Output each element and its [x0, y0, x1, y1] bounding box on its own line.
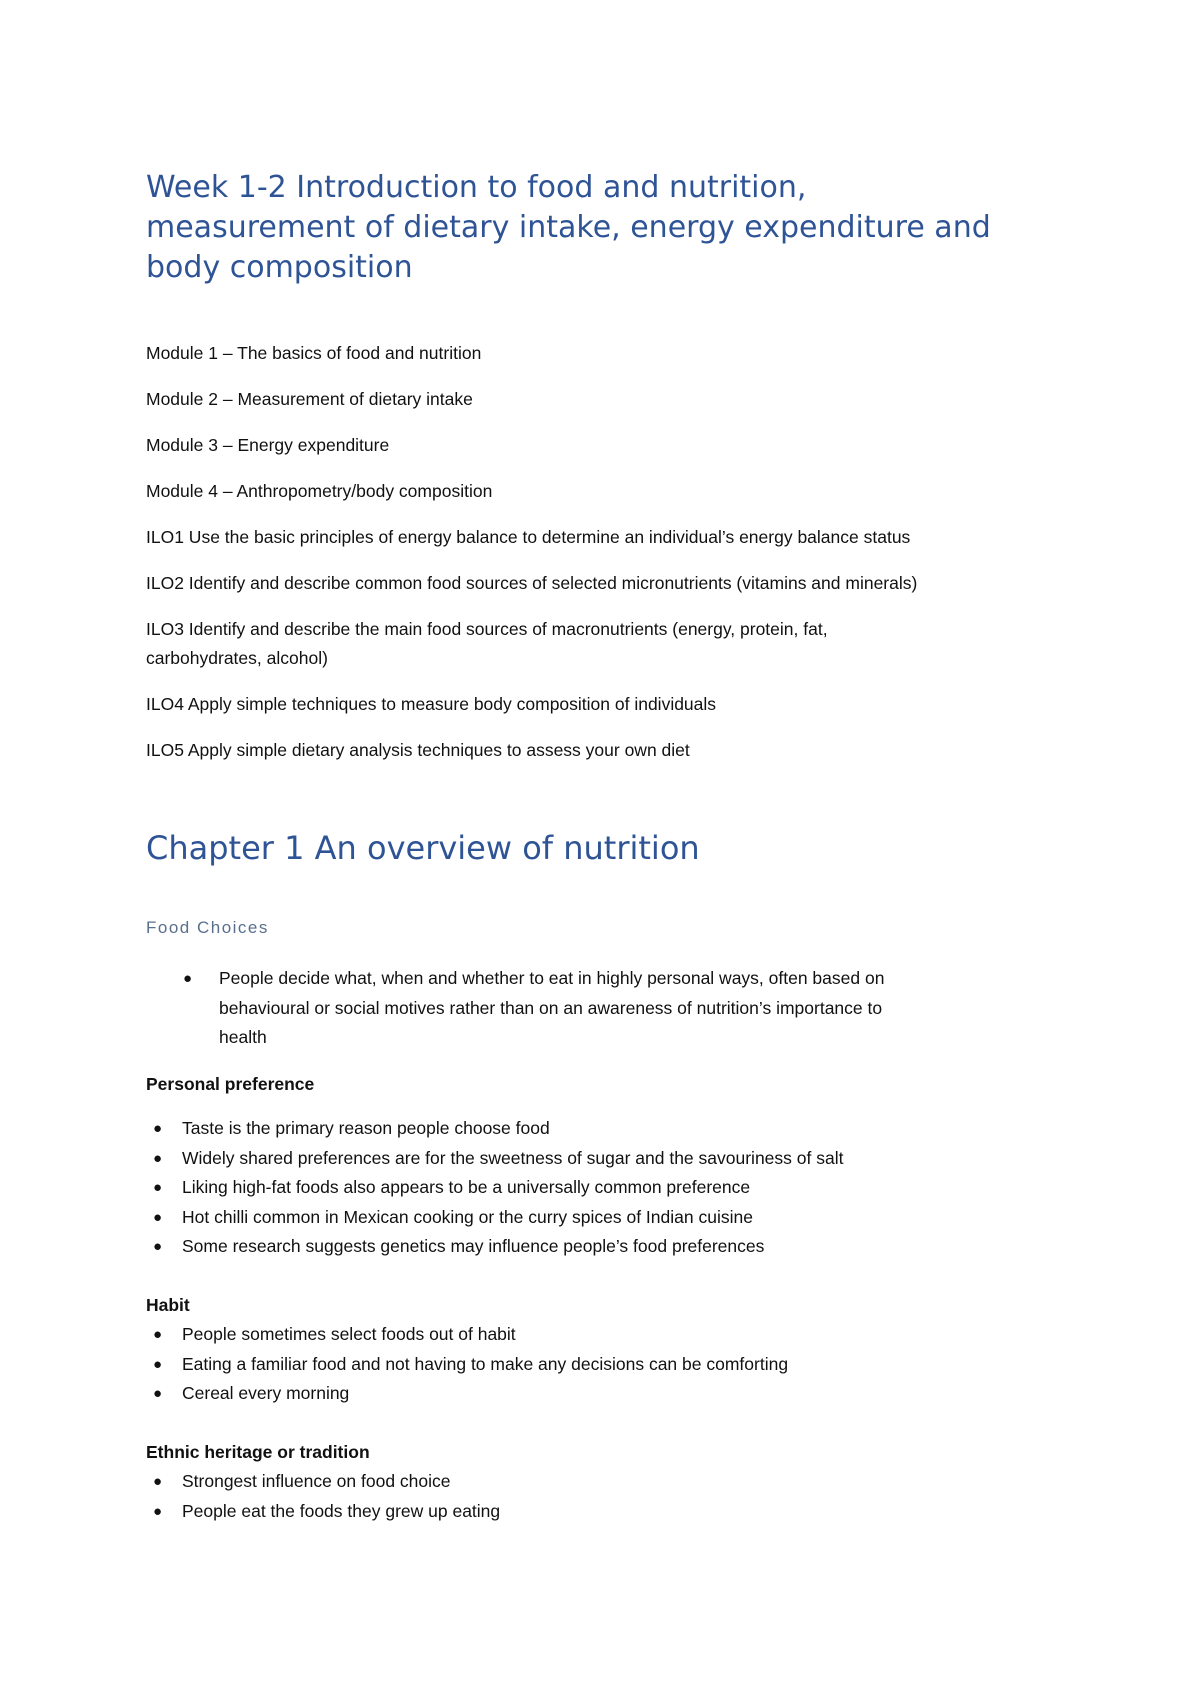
list-item-line: health — [219, 1027, 267, 1047]
list-item — [146, 1173, 843, 1203]
bullet-icon: ● — [153, 1179, 163, 1196]
habit-heading: Habit — [146, 1295, 190, 1315]
list-item — [146, 1350, 788, 1380]
list-item-text: People sometimes select foods out of habit — [182, 1324, 516, 1344]
list-item — [146, 1114, 843, 1144]
list-item — [146, 1497, 500, 1527]
ilo-item: ILO4 Apply simple techniques to measure body composition of individuals — [146, 694, 717, 714]
ilo-item: ILO5 Apply simple dietary analysis techniques to assess your own diet — [146, 740, 690, 760]
bullet-icon: ● — [153, 1473, 163, 1490]
list-item-text: Strongest influence on food choice — [182, 1471, 451, 1491]
list-item-text: Hot chilli common in Mexican cooking or the curry spices of Indian cuisine — [182, 1206, 753, 1227]
ethnic-heritage-list — [146, 1467, 500, 1526]
list-item-text: Taste is the primary reason people choose food — [182, 1118, 550, 1138]
bullet-icon: ● — [153, 1385, 163, 1402]
title-line: measurement of dietary intake, energy expenditure and — [146, 210, 991, 245]
module-item: Module 2 – Measurement of dietary intake — [146, 389, 473, 409]
list-item-text: Some research suggests genetics may influence people’s food preferences — [182, 1236, 765, 1256]
bullet-icon: ● — [153, 1355, 163, 1373]
bullet-icon: ● — [153, 1238, 163, 1255]
list-item-text: Eating a familiar food and not having to make any decisions can be comforting — [182, 1353, 789, 1374]
list-item-text: People eat the foods they grew up eating — [182, 1500, 501, 1521]
title-line: body composition — [146, 250, 413, 285]
document-title — [146, 168, 1096, 288]
food-choices-list — [183, 964, 884, 1053]
list-item-line: People decide what, when and whether to eat in highly personal ways, often based on — [219, 968, 885, 988]
module-item: Module 1 – The basics of food and nutrition — [146, 343, 482, 363]
list-item-text: Liking high-fat foods also appears to be a universally common preference — [182, 1177, 751, 1197]
list-item — [146, 1320, 788, 1350]
title-line: Week 1-2 Introduction to food and nutrition, — [146, 170, 807, 205]
list-item — [146, 1144, 843, 1174]
bullet-icon: ● — [153, 1149, 163, 1167]
ilo-item-continuation: carbohydrates, alcohol) — [146, 648, 328, 668]
list-item-line: behavioural or social motives rather than on an awareness of nutrition’s importance to — [219, 997, 883, 1018]
module-item: Module 4 – Anthropometry/body composition — [146, 481, 493, 501]
list-item-text: Widely shared preferences are for the sweetness of sugar and the savouriness of salt — [182, 1147, 844, 1168]
list-item — [146, 1232, 843, 1262]
list-item — [146, 1203, 843, 1233]
list-item-text: Cereal every morning — [182, 1383, 350, 1403]
list-item — [183, 964, 884, 1053]
list-item — [146, 1467, 500, 1497]
bullet-icon: ● — [153, 1208, 163, 1226]
bullet-icon: ● — [183, 970, 193, 987]
bullet-icon: ● — [153, 1502, 163, 1520]
ilo-item: ILO3 Identify and describe the main food sources of macronutrients (energy, protein, fat, — [146, 619, 828, 639]
food-choices-heading: Food Choices — [146, 918, 269, 937]
personal-preference-list — [146, 1114, 843, 1262]
bullet-icon: ● — [153, 1120, 163, 1137]
ilo-item: ILO2 Identify and describe common food sources of selected micronutrients (vitamins and minerals) — [146, 573, 918, 593]
bullet-icon: ● — [153, 1326, 163, 1343]
module-item: Module 3 – Energy expenditure — [146, 435, 390, 455]
chapter-heading: Chapter 1 An overview of nutrition — [146, 829, 700, 867]
ilo-item: ILO1 Use the basic principles of energy balance to determine an individual’s energy balance status — [146, 527, 911, 547]
personal-preference-heading: Personal preference — [146, 1074, 315, 1094]
habit-list — [146, 1320, 788, 1409]
list-item — [146, 1379, 788, 1409]
ethnic-heritage-heading: Ethnic heritage or tradition — [146, 1442, 370, 1462]
